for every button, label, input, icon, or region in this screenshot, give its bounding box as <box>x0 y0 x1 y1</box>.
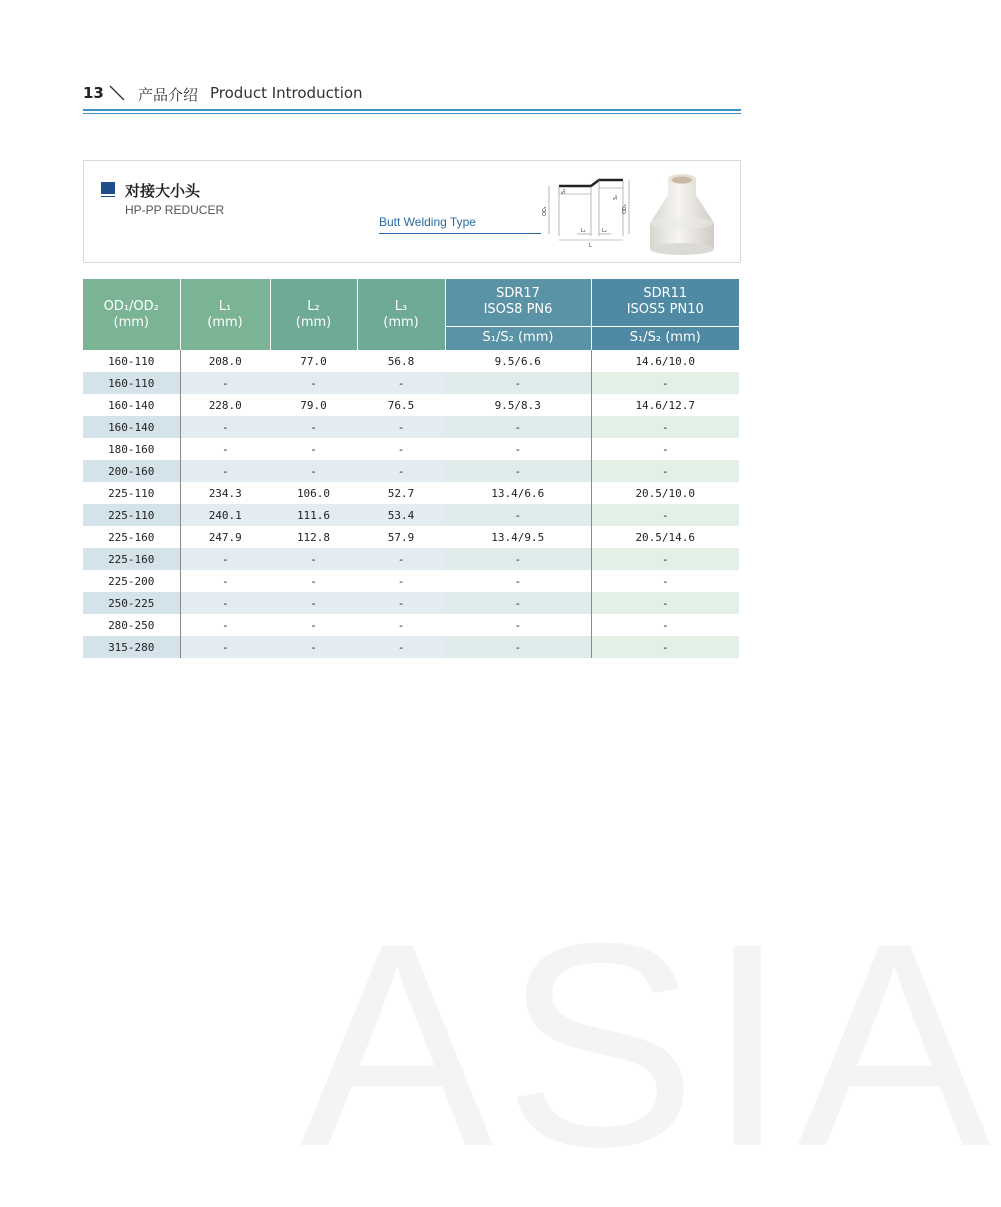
section-title-zh: 产品介绍 <box>138 86 199 104</box>
watermark: ASIA <box>300 883 1001 1207</box>
table-cell: - <box>180 372 270 394</box>
col-header-sdr17: SDR17 ISOS8 PN6 <box>445 279 591 326</box>
table-cell: - <box>357 460 445 482</box>
table-cell: 76.5 <box>357 394 445 416</box>
table-row <box>83 504 739 526</box>
table-cell: - <box>445 416 591 438</box>
table-row <box>83 636 739 658</box>
table-cell: - <box>591 548 739 570</box>
table-cell: - <box>445 636 591 658</box>
table-cell: 14.6/10.0 <box>591 350 739 372</box>
table-cell: 111.6 <box>270 504 357 526</box>
table-cell: 225-200 <box>83 570 180 592</box>
table-row <box>83 592 739 614</box>
table-cell: - <box>357 416 445 438</box>
table-cell: - <box>270 614 357 636</box>
page-number: 13 <box>83 84 104 102</box>
table-cell: - <box>357 614 445 636</box>
table-cell: 180-160 <box>83 438 180 460</box>
table-cell: 14.6/12.7 <box>591 394 739 416</box>
table-cell: 225-160 <box>83 548 180 570</box>
table-cell: - <box>591 570 739 592</box>
table-row <box>83 526 739 548</box>
table-cell: 112.8 <box>270 526 357 548</box>
table-cell: - <box>445 614 591 636</box>
col-header-l2: L₂ (mm) <box>270 279 357 350</box>
table-cell: 225-110 <box>83 482 180 504</box>
table-cell: - <box>591 614 739 636</box>
table-cell: 52.7 <box>357 482 445 504</box>
table-cell: 79.0 <box>270 394 357 416</box>
table-row <box>83 350 739 372</box>
slash-divider-icon <box>107 82 129 104</box>
table-row <box>83 482 739 504</box>
diagram-l-label: L <box>589 243 592 249</box>
table-row <box>83 570 739 592</box>
table-cell: 9.5/8.3 <box>445 394 591 416</box>
table-row <box>83 438 739 460</box>
table-row <box>83 460 739 482</box>
table-cell: 280-250 <box>83 614 180 636</box>
header-rule-thin <box>83 113 741 114</box>
table-row <box>83 416 739 438</box>
table-cell: - <box>591 592 739 614</box>
table-cell: - <box>445 548 591 570</box>
table-cell: 240.1 <box>180 504 270 526</box>
type-label-underline <box>379 233 541 234</box>
table-cell: - <box>180 460 270 482</box>
table-cell: - <box>180 636 270 658</box>
table-cell: 57.9 <box>357 526 445 548</box>
table-cell: - <box>180 592 270 614</box>
table-cell: - <box>357 548 445 570</box>
table-cell: 13.4/9.5 <box>445 526 591 548</box>
product-name-en: HP-PP REDUCER <box>125 203 225 217</box>
table-cell: 228.0 <box>180 394 270 416</box>
table-cell: 250-225 <box>83 592 180 614</box>
table-cell: - <box>270 570 357 592</box>
table-cell: - <box>445 504 591 526</box>
table-cell: 56.8 <box>357 350 445 372</box>
table-cell: 13.4/6.6 <box>445 482 591 504</box>
table-cell: - <box>270 416 357 438</box>
table-cell: 20.5/10.0 <box>591 482 739 504</box>
table-cell: 160-140 <box>83 416 180 438</box>
table-cell: 225-110 <box>83 504 180 526</box>
table-cell: - <box>591 372 739 394</box>
title-bullet-underline <box>101 196 115 197</box>
table-cell: 9.5/6.6 <box>445 350 591 372</box>
table-cell: - <box>591 504 739 526</box>
header-rule <box>83 109 741 111</box>
section-title-en: Product Introduction <box>210 84 363 102</box>
col-header-sdr11: SDR11 ISOS5 PN10 <box>591 279 739 326</box>
table-cell: - <box>180 438 270 460</box>
table-cell: - <box>591 460 739 482</box>
col-subheader-sdr17-s: S₁/S₂ (mm) <box>445 326 591 350</box>
table-cell: - <box>357 636 445 658</box>
col-header-od: OD₁/OD₂ (mm) <box>83 279 180 350</box>
table-cell: - <box>445 460 591 482</box>
reducer-diagram-icon <box>541 174 633 252</box>
table-cell: - <box>357 438 445 460</box>
diagram-s1-label: S₁ <box>561 188 567 194</box>
product-type-label: Butt Welding Type <box>379 215 476 229</box>
table-cell: 200-160 <box>83 460 180 482</box>
title-bullet-icon <box>101 182 115 194</box>
reducer-photo-icon <box>644 165 720 257</box>
col-header-l3: L₃ (mm) <box>357 279 445 350</box>
table-cell: - <box>180 570 270 592</box>
table-cell: - <box>445 570 591 592</box>
product-name-zh: 对接大小头 <box>125 182 201 200</box>
table-row <box>83 614 739 636</box>
table-cell: 315-280 <box>83 636 180 658</box>
diagram-s2-label: S₂ <box>613 194 619 200</box>
table-cell: - <box>591 416 739 438</box>
table-row <box>83 548 739 570</box>
table-cell: - <box>270 438 357 460</box>
table-cell: - <box>357 372 445 394</box>
table-cell: 225-160 <box>83 526 180 548</box>
table-cell: - <box>445 438 591 460</box>
table-cell: - <box>445 372 591 394</box>
table-cell: - <box>591 438 739 460</box>
col-subheader-sdr11-s: S₁/S₂ (mm) <box>591 326 739 350</box>
table-cell: - <box>591 636 739 658</box>
table-cell: 106.0 <box>270 482 357 504</box>
table-cell: - <box>180 548 270 570</box>
table-cell: - <box>357 592 445 614</box>
table-cell: - <box>270 636 357 658</box>
col-header-l1: L₁ (mm) <box>180 279 270 350</box>
diagram-l2-label: L₂ <box>602 228 607 234</box>
table-cell: - <box>270 548 357 570</box>
table-cell: 234.3 <box>180 482 270 504</box>
table-cell: - <box>270 460 357 482</box>
table-row <box>83 372 739 394</box>
diagram-od2-label: OD₂ <box>622 204 628 214</box>
table-cell: 20.5/14.6 <box>591 526 739 548</box>
table-cell: 160-110 <box>83 350 180 372</box>
table-row <box>83 394 739 416</box>
spec-table <box>83 279 739 658</box>
table-cell: 53.4 <box>357 504 445 526</box>
table-cell: - <box>180 416 270 438</box>
diagram-l1-label: L₁ <box>581 228 586 234</box>
table-cell: - <box>270 592 357 614</box>
table-cell: 77.0 <box>270 350 357 372</box>
table-cell: - <box>180 614 270 636</box>
table-cell: 247.9 <box>180 526 270 548</box>
diagram-od1-label: OD₁ <box>542 206 548 216</box>
table-cell: - <box>445 592 591 614</box>
table-cell: - <box>357 570 445 592</box>
table-cell: 208.0 <box>180 350 270 372</box>
table-cell: - <box>270 372 357 394</box>
product-card <box>83 160 741 263</box>
table-cell: 160-110 <box>83 372 180 394</box>
table-cell: 160-140 <box>83 394 180 416</box>
